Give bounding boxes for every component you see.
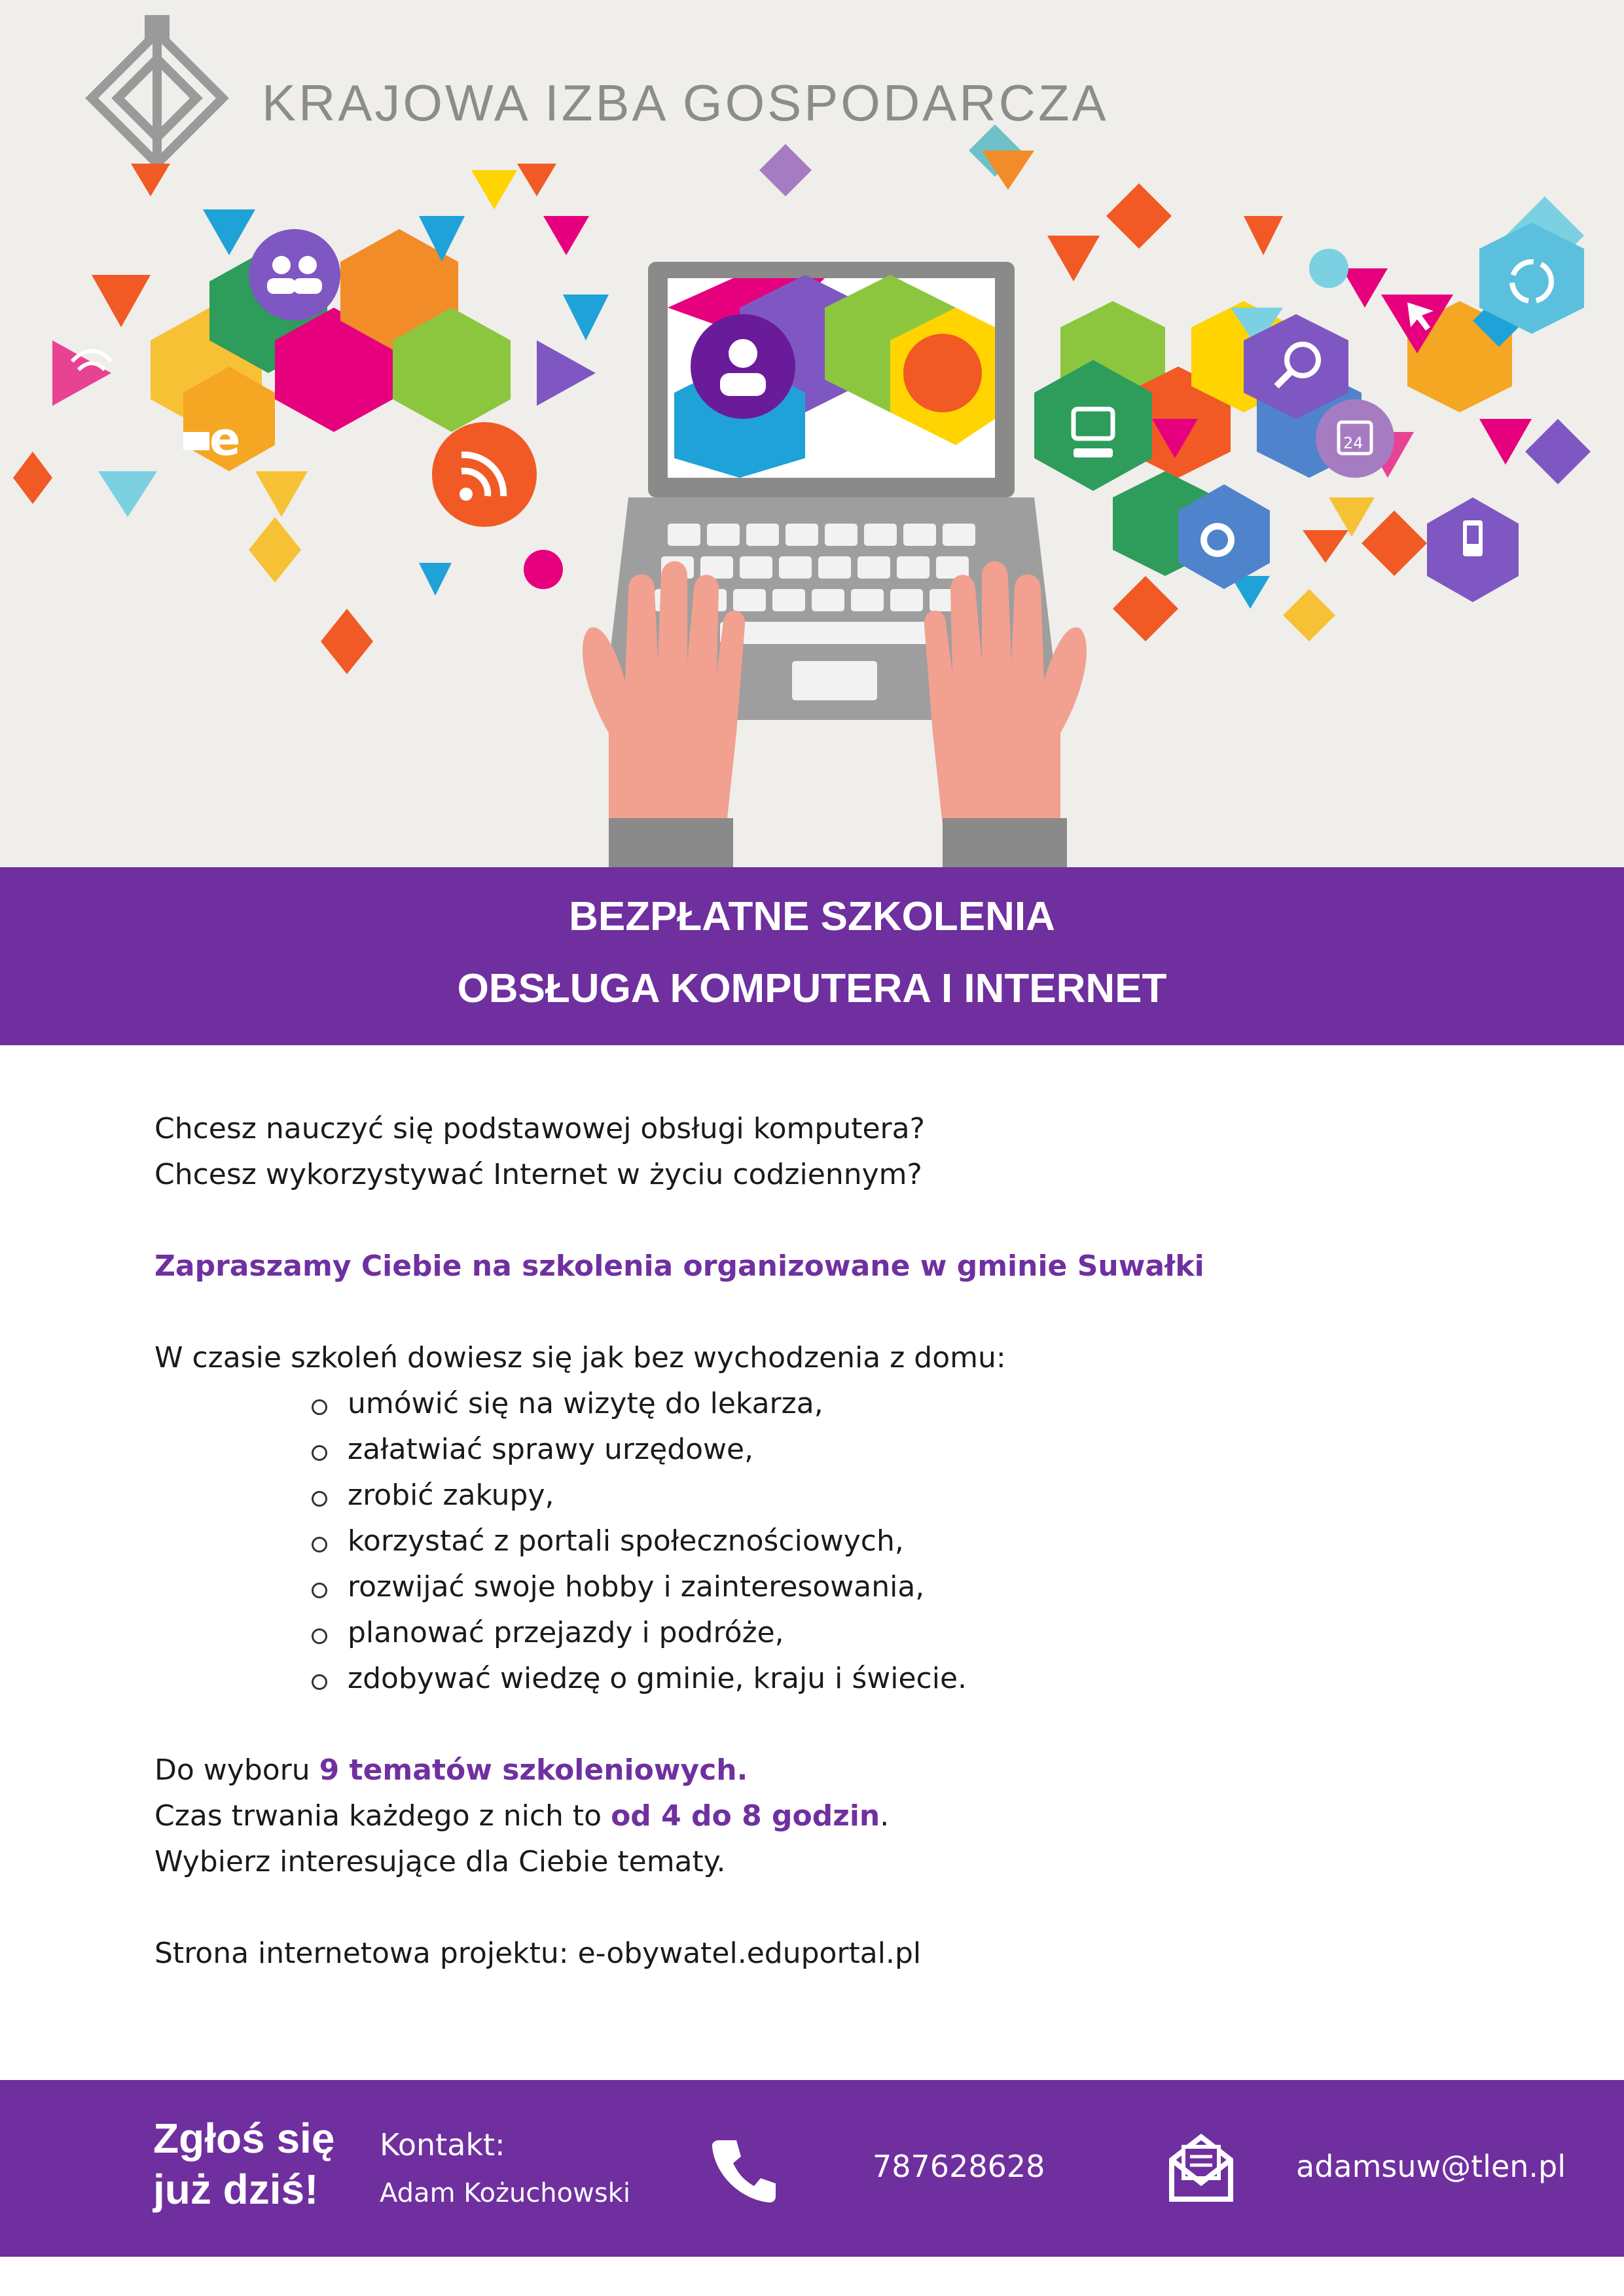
intro-question-1: Chcesz nauczyć się podstawowej obsługi komputera? [154,1112,925,1145]
list-item: planować przejazdy i podróże, [154,1610,1464,1656]
rss-icon [432,422,537,527]
list-item: zrobić zakupy, [154,1473,1464,1518]
list-item: załatwiać sprawy urzędowe, [154,1427,1464,1473]
topics-prefix: Do wyboru [154,1753,319,1787]
duration-prefix: Czas trwania każdego z nich to [154,1799,611,1833]
calendar-icon [1316,399,1394,478]
invitation-text: Zapraszamy Ciebie na szkolenia organizowane w gminie Suwałki [154,1249,1204,1283]
user-icon [691,314,795,419]
mobile-icon [1427,497,1519,602]
list-item: umówić się na wizytę do lekarza, [154,1381,1464,1427]
list-item: korzystać z portali społecznościowych, [154,1518,1464,1564]
cta-line2: już dziś! [153,2166,319,2213]
banner-title-line2: OBSŁUGA KOMPUTERA I INTERNET [457,966,1167,1011]
svg-text:24: 24 [1343,434,1363,452]
call-to-action [153,2113,334,2215]
choose-line: Wybierz interesujące dla Ciebie tematy. [154,1845,726,1878]
cta-line1: Zgłoś się [153,2115,335,2162]
contact-label: Kontakt: [380,2127,505,2162]
email-address: adamsuw@tlen.pl [1296,2149,1566,2184]
laptop-illustration [583,262,1087,867]
hero-illustration [0,0,1624,867]
people-icon [249,229,340,321]
list-item: zdobywać wiedzę o gminie, kraju i świecie. [154,1656,1464,1702]
contact-name: Adam Kożuchowski [380,2178,630,2208]
topics-line [154,1748,1464,1793]
body-content [154,1106,1464,1977]
phone-icon [707,2134,779,2206]
learn-lead: W czasie szkoleń dowiesz się jak bez wychodzenia z domu: [154,1341,1006,1374]
list-item: rozwijać swoje hobby i zainteresowania, [154,1564,1464,1610]
learn-list [154,1381,1464,1702]
duration-suffix: . [880,1799,890,1833]
logo-emblem-icon [92,20,223,177]
title-banner [0,867,1624,1045]
footer-contact-bar [0,2080,1624,2257]
org-name: KRAJOWA IZBA GOSPODARCZA [262,74,1109,132]
duration-highlight: od 4 do 8 godzin [611,1799,880,1833]
phone-number: 787628628 [873,2149,1045,2184]
svg-text:e: e [209,412,241,466]
intro-question-2: Chcesz wykorzystywać Internet w życiu codziennym? [154,1158,922,1191]
website-line: Strona internetowa projektu: e-obywatel.eduportal.pl [154,1937,922,1970]
duration-line [154,1793,1464,1839]
mail-icon [1165,2127,1237,2206]
topics-highlight: 9 tematów szkoleniowych. [319,1753,748,1787]
banner-title-line1: BEZPŁATNE SZKOLENIA [569,894,1055,939]
